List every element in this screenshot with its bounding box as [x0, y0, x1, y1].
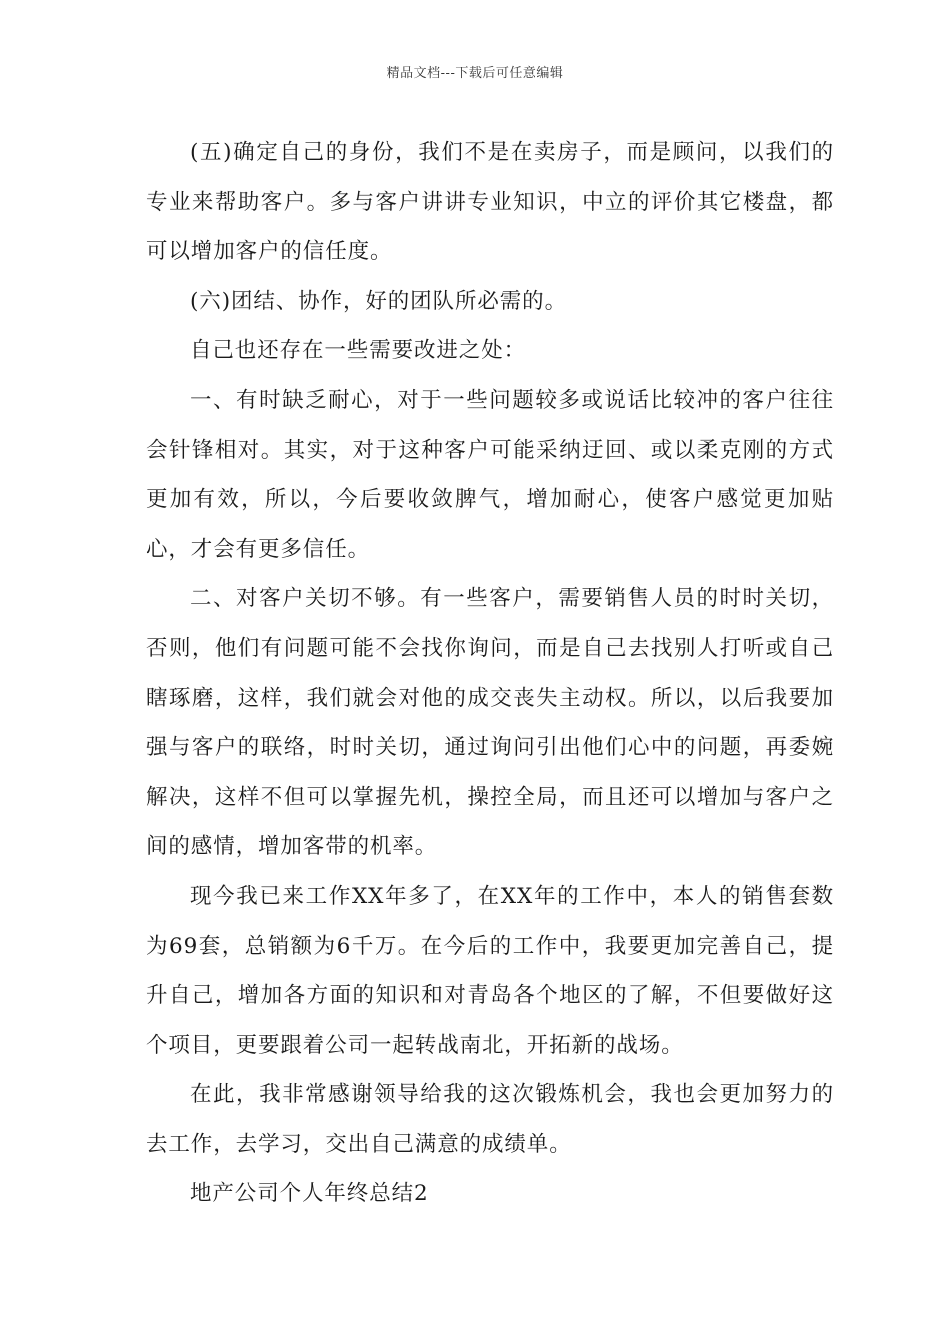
- paragraph-customer-care: 二、对客户关切不够。有一些客户，需要销售人员的时时关切，否则，他们有问题可能不会找你询问，而是自己去找别人打听或自己瞎琢磨，这样，我们就会对他的成交丧失主动权。所以，以后我要加强与客户的联络，时时关切，通过询问引出他们心中的问题，再委婉解决，这样不但可以掌握先机，操控全局，而且还可以增加与客户之间的感情，增加客带的机率。: [146, 586, 834, 860]
- paragraph-patience: 一、有时缺乏耐心，对于一些问题较多或说话比较冲的客户往往会针锋相对。其实，对于这种客户可能采纳迂回、或以柔克刚的方式更加有效，所以，今后要收敛脾气，增加耐心，使客户感觉更加贴心，才会有更多信任。: [146, 387, 834, 562]
- paragraph-thanks: 在此，我非常感谢领导给我的这次锻炼机会，我也会更加努力的去工作，去学习，交出自己满意的成绩单。: [146, 1082, 834, 1157]
- paragraph-sales-results: 现今我已来工作XX年多了，在XX年的工作中，本人的销售套数为69套，总销额为6千万。在今后的工作中，我要更加完善自己，提升自己，增加各方面的知识和对青岛各个地区的了解，不但要做好这个项目，更要跟着公司一起转战南北，开拓新的战场。: [146, 883, 834, 1058]
- paragraph-teamwork: (六)团结、协作，好的团队所必需的。: [190, 288, 567, 314]
- page-header: 精品文档---下载后可任意编辑: [386, 66, 564, 81]
- paragraph-improvements-intro: 自己也还存在一些需要改进之处：: [190, 338, 527, 364]
- paragraph-identity: (五)确定自己的身份，我们不是在卖房子，而是顾问，以我们的专业来帮助客户。多与客户讲讲专业知识，中立的评价其它楼盘，都可以增加客户的信任度。: [146, 140, 834, 265]
- document-body: [146, 128, 834, 1219]
- section-title: 地产公司个人年终总结2: [190, 1181, 429, 1207]
